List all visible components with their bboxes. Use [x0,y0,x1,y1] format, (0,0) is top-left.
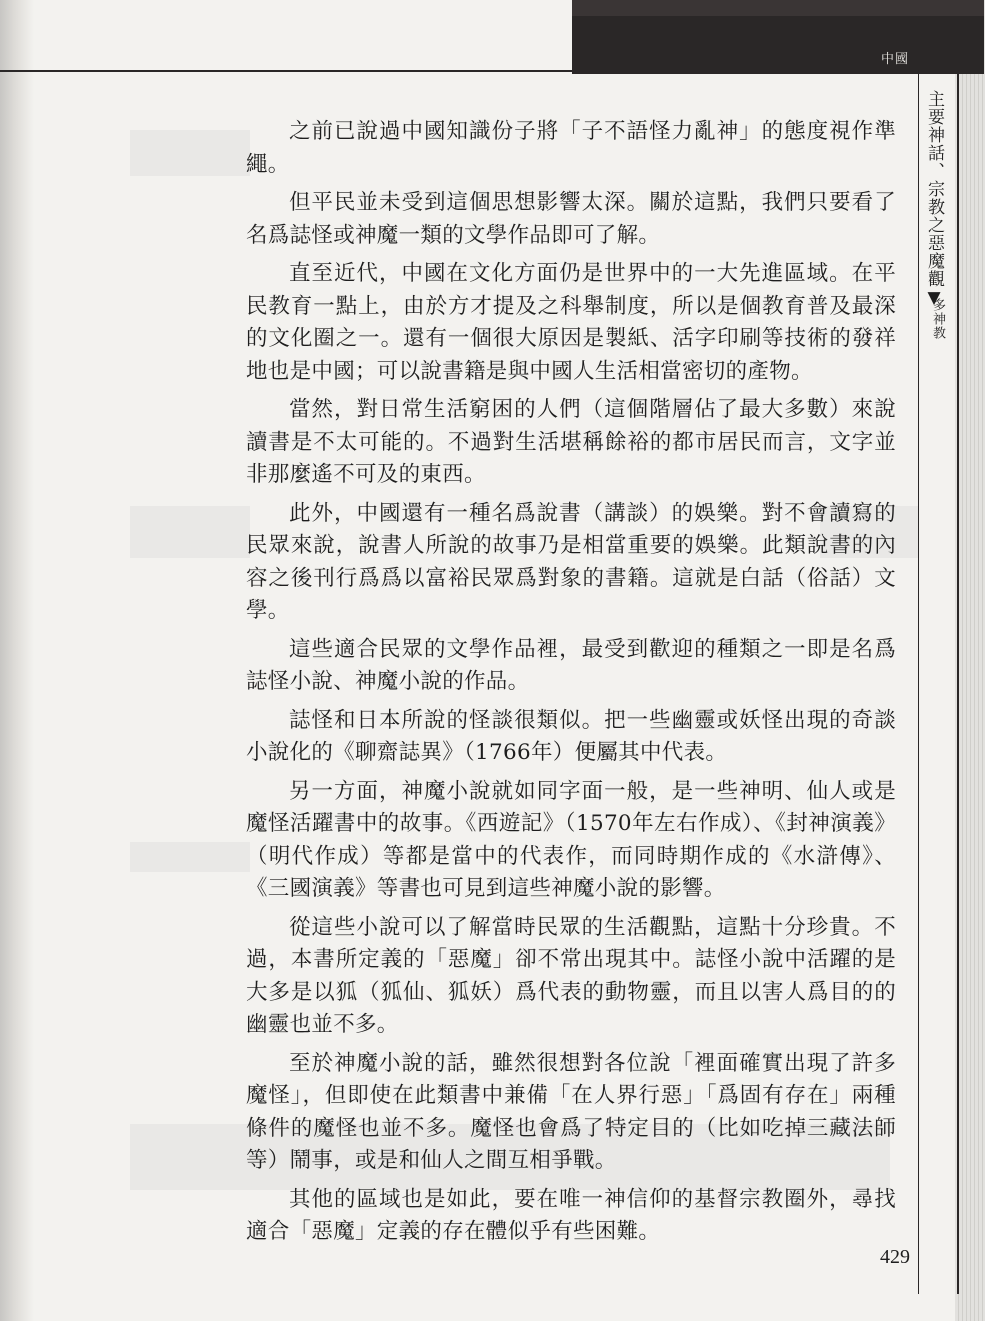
show-through [130,130,250,176]
paragraph: 至於神魔小說的話，雖然很想對各位說「裡面確實出現了許多魔怪」，但即使在此類書中兼備「在人界行惡」「爲固有存在」兩種條件的魔怪也並不多。魔怪也會爲了特定目的（比如吃掉三藏法師等）鬧事，或是和仙人之間互相爭戰。 [246,1050,896,1173]
page-edges [955,0,985,1321]
page-number: 429 [880,1246,910,1268]
paragraph: 之前已說過中國知識份子將「子不語怪力亂神」的態度視作準繩。 [246,119,896,177]
paragraph: 誌怪和日本所說的怪談很類似。把一些幽靈或妖怪出現的奇談小說化的《聊齋誌異》（1766年）便屬其中代表。 [246,707,896,765]
section-label: 中國 [880,52,909,67]
paragraph: 其他的區域也是如此，要在唯一神信仰的基督宗教圈外，尋找適合「惡魔」定義的存在體似乎有些困難。 [246,1186,896,1244]
paragraph: 從這些小說可以了解當時民眾的生活觀點，這點十分珍貴。不過，本書所定義的「惡魔」卻不常出現其中。誌怪小說中活躍的是大多是以狐（狐仙、狐妖）爲代表的動物靈，而且以害人爲目的的幽靈也並不多。 [246,914,896,1037]
paragraph: 這些適合民眾的文學作品裡，最受到歡迎的種類之一即是名爲誌怪小說、神魔小說的作品。 [246,636,896,694]
show-through [130,506,250,558]
show-through [130,842,250,872]
side-title: 主要神話、宗教之惡魔觀▼ [924,90,944,309]
paragraph: 但平民並未受到這個思想影響太深。關於這點，我們只要看了名爲誌怪或神魔一類的文學作品即可了解。 [246,190,896,248]
binding-shadow [0,0,34,1321]
header-bar [572,0,984,74]
paragraph: 另一方面，神魔小說就如同字面一般，是一些神明、仙人或是魔怪活躍書中的故事。《西遊記》（1570年左右作成）、《封神演義》（明代作成）等都是當中的代表作，而同時期作成的《水滸傳》、《三國演義》等書也可見到這些神魔小說的影響。 [246,778,896,901]
header-bar-top [572,0,984,16]
top-rule [0,70,572,72]
body-text [246,116,896,1249]
side-rule [957,74,959,1294]
paragraph: 直至近代，中國在文化方面仍是世界中的一大先進區域。在平民教育一點上，由於方才提及之科舉制度，所以是個教育普及最深的文化圈之一。還有一個很大原因是製紙、活字印刷等技術的發祥地也是中國；可以說書籍是與中國人生活相當密切的產物。 [246,261,896,384]
paragraph: 此外，中國還有一種名爲說書（講談）的娛樂。對不會讀寫的民眾來說，說書人所說的故事乃是相當重要的娛樂。此類說書的內容之後刊行爲爲以富裕民眾爲對象的書籍。這就是白話（俗話）文學。 [246,500,896,623]
side-subtitle: 多神教 [930,298,945,340]
paragraph: 當然，對日常生活窮困的人們（這個階層佔了最大多數）來說讀書是不太可能的。不過對生活堪稱餘裕的都市居民而言，文字並非那麼遙不可及的東西。 [246,397,896,487]
